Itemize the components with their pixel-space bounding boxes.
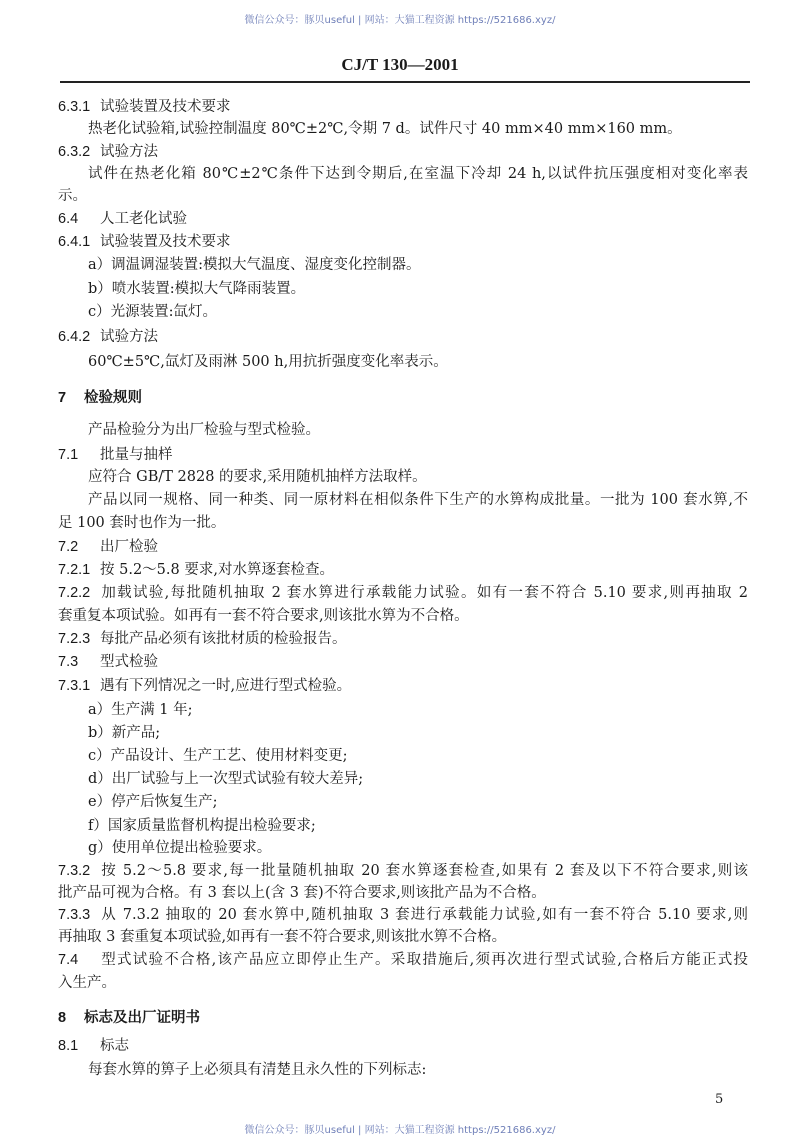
- line-text: 按 5.2～5.8 要求,每一批量随机抽取 20 套水箅逐套检查,如果有 2 套及以下不符合要求,则该: [100, 863, 748, 879]
- paragraph-line: [88, 352, 448, 372]
- section-number: 7.2.3: [58, 631, 91, 647]
- list-item: [88, 700, 192, 720]
- line-text: 试件在热老化箱 80℃±2℃条件下达到令期后,在室温下冷却 24 h,以试件抗压强度相对变化率表: [88, 166, 748, 182]
- list-item: [88, 723, 160, 743]
- line-text: f）国家质量监督机构提出检验要求;: [88, 818, 316, 834]
- section-number: 6.4.1: [58, 234, 91, 250]
- line-text: 套重复本项试验。如再有一套不符合要求,则该批水箅为不合格。: [58, 608, 469, 624]
- list-item: [88, 279, 305, 299]
- line-text: a）调温调湿装置:模拟大气温度、湿度变化控制器。: [88, 257, 421, 273]
- section-number: 8.1: [58, 1038, 79, 1054]
- line-text: 检验规则: [84, 389, 142, 406]
- paragraph-line: [58, 973, 116, 993]
- line-text: 型式试验不合格,该产品应立即停止生产。采取措施后,须再次进行型式试验,合格后方能正式投: [100, 952, 748, 968]
- section-heading: [58, 445, 173, 465]
- list-item: [88, 816, 316, 836]
- line-text: 批量与抽样: [100, 447, 173, 463]
- line-text: 加载试验,每批随机抽取 2 套水箅进行承载能力试验。如有一套不符合 5.10 要求,则再抽取 2: [100, 585, 748, 601]
- section-heading: [58, 1008, 200, 1028]
- section-heading: [58, 583, 748, 603]
- section-number: 7: [58, 390, 67, 406]
- header-rule: [60, 81, 750, 83]
- section-number: 7.3.2: [58, 863, 91, 879]
- line-text: 试验装置及技术要求: [100, 99, 231, 115]
- paragraph-line: [58, 606, 469, 626]
- section-heading: [58, 209, 187, 229]
- paragraph-line: [88, 1060, 426, 1080]
- line-text: 人工老化试验: [100, 211, 187, 227]
- section-heading: [58, 142, 158, 162]
- section-heading: [58, 950, 748, 970]
- section-heading: [58, 388, 142, 408]
- section-heading: [58, 97, 231, 117]
- paragraph-line: [58, 186, 87, 206]
- section-heading: [58, 629, 347, 649]
- section-heading: [58, 537, 158, 557]
- section-number: 6.3.2: [58, 144, 91, 160]
- line-text: e）停产后恢复生产;: [88, 794, 218, 810]
- list-item: [88, 255, 421, 275]
- line-text: a）生产满 1 年;: [88, 702, 193, 718]
- line-text: 按 5.2～5.8 要求,对水箅逐套检查。: [100, 562, 334, 578]
- line-text: 试验装置及技术要求: [100, 234, 231, 250]
- list-item: [88, 838, 271, 858]
- watermark-bottom: 微信公众号：豚贝useful | 网站：大猫工程资源 https://521686.xyz/: [244, 1125, 556, 1136]
- section-number: 7.2.2: [58, 585, 91, 601]
- line-text: 足 100 套时也作为一批。: [58, 515, 226, 531]
- paragraph-line: [58, 927, 506, 947]
- section-heading: [58, 560, 334, 580]
- line-text: 从 7.3.2 抽取的 20 套水箅中,随机抽取 3 套进行承载能力试验,如有一套不符合 5.10 要求,则: [100, 907, 748, 923]
- section-number: 6.4.2: [58, 329, 91, 345]
- paragraph-line: [88, 490, 748, 510]
- line-text: 型式检验: [100, 654, 158, 670]
- section-number: 6.3.1: [58, 99, 91, 115]
- section-number: 7.4: [58, 952, 79, 968]
- watermark-top: 微信公众号：豚贝useful | 网站：大猫工程资源 https://521686.xyz/: [244, 15, 556, 26]
- line-text: b）新产品;: [88, 725, 161, 741]
- line-text: 应符合 GB/T 2828 的要求,采用随机抽样方法取样。: [88, 469, 427, 485]
- line-text: 再抽取 3 套重复本项试验,如再有一套不符合要求,则该批水箅不合格。: [58, 929, 507, 945]
- line-text: d）出厂试验与上一次型式试验有较大差异;: [88, 771, 364, 787]
- line-text: 产品检验分为出厂检验与型式检验。: [88, 422, 320, 438]
- section-heading: [58, 676, 351, 696]
- section-heading: [58, 905, 748, 925]
- line-text: 60℃±5℃,氙灯及雨淋 500 h,用抗折强度变化率表示。: [88, 354, 448, 370]
- paragraph-line: [58, 513, 225, 533]
- line-text: b）喷水装置:模拟大气降雨装置。: [88, 281, 306, 297]
- list-item: [88, 302, 217, 322]
- line-text: 每套水箅的箅子上必须具有清楚且永久性的下列标志:: [88, 1062, 427, 1078]
- line-text: g）使用单位提出检验要求。: [88, 840, 272, 856]
- paragraph-line: [88, 420, 320, 440]
- section-number: 6.4: [58, 211, 79, 227]
- paragraph-line: [58, 883, 546, 903]
- section-heading: [58, 861, 748, 881]
- line-text: 产品以同一规格、同一种类、同一原材料在相似条件下生产的水箅构成批量。一批为 100 套水箅,不: [88, 492, 748, 508]
- line-text: c）产品设计、生产工艺、使用材料变更;: [88, 748, 348, 764]
- section-number: 7.2: [58, 539, 79, 555]
- section-number: 7.3: [58, 654, 79, 670]
- list-item: [88, 792, 217, 812]
- line-text: 遇有下列情况之一时,应进行型式检验。: [100, 678, 352, 694]
- line-text: 示。: [58, 188, 87, 204]
- section-heading: [58, 652, 158, 672]
- paragraph-line: [88, 467, 427, 487]
- document-header: CJ/T 130—2001: [341, 55, 459, 74]
- paragraph-line: [88, 164, 748, 184]
- section-number: 7.3.3: [58, 907, 91, 923]
- line-text: 试验方法: [100, 144, 158, 160]
- line-text: 标志: [100, 1038, 129, 1054]
- line-text: 出厂检验: [100, 539, 158, 555]
- line-text: 热老化试验箱,试验控制温度 80℃±2℃,令期 7 d。试件尺寸 40 mm×40 mm×160 mm。: [88, 121, 682, 137]
- section-number: 7.1: [58, 447, 79, 463]
- list-item: [88, 769, 363, 789]
- line-text: 标志及出厂证明书: [84, 1009, 200, 1026]
- line-text: 试验方法: [100, 329, 158, 345]
- section-heading: [58, 232, 231, 252]
- line-text: 批产品可视为合格。有 3 套以上(含 3 套)不符合要求,则该批产品为不合格。: [58, 885, 546, 901]
- line-text: 入生产。: [58, 975, 116, 991]
- section-heading: [58, 327, 158, 347]
- line-text: 每批产品必须有该批材质的检验报告。: [100, 631, 347, 647]
- page-number: 5: [715, 1092, 724, 1107]
- paragraph-line: [88, 119, 682, 139]
- section-number: 8: [58, 1010, 67, 1026]
- list-item: [88, 746, 348, 766]
- line-text: c）光源装置:氙灯。: [88, 304, 218, 320]
- section-number: 7.2.1: [58, 562, 91, 578]
- section-number: 7.3.1: [58, 678, 91, 694]
- section-heading: [58, 1036, 129, 1056]
